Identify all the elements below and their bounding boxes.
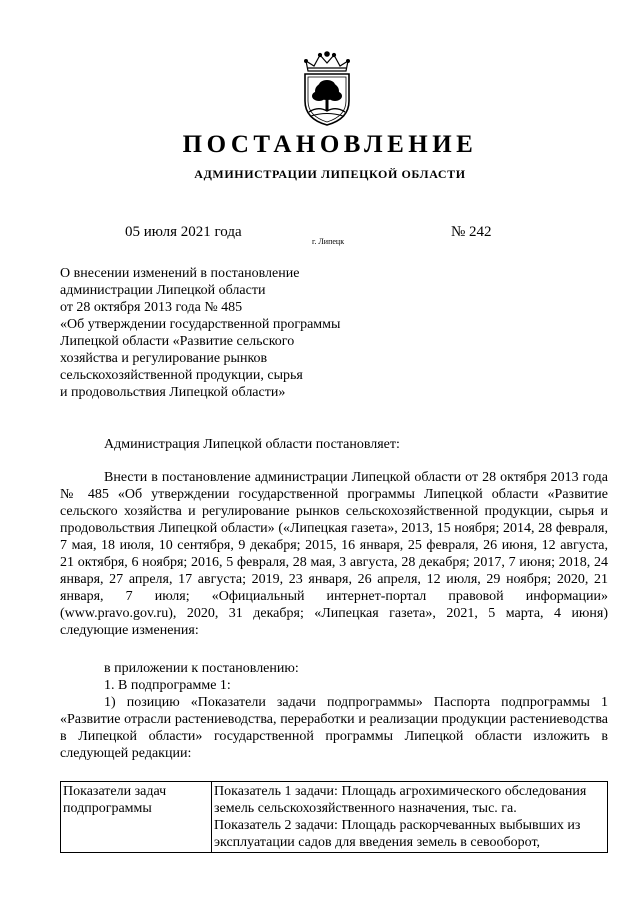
subject-line: администрации Липецкой области [60,283,266,298]
indicator-1: Показатель 1 задачи: Площадь агрохимического обследования земель сельскохозяйственного назначения, тыс. га. [214,784,587,816]
position-paragraph: 1) позицию «Показатели задачи подпрограммы» Паспорта подпрограммы 1 «Развитие отрасли растениеводства, переработки и реализации продукции растениеводства в Липецкой области» государственной программы Липецкой области изложить в следующей редакции: [60,695,608,761]
subject-line: «Об утверждении государственной программы [60,317,341,332]
subject-line: О внесении изменений в постановление [60,266,300,281]
document-subtitle: АДМИНИСТРАЦИИ ЛИПЕЦКОЙ ОБЛАСТИ [194,167,466,181]
appendix-line: в приложении к постановлению: [104,661,299,676]
indicator-2: Показатель 2 задачи: Площадь раскорчеванных выбывших из эксплуатации садов для введения земель в севооборот, [214,818,581,850]
document-subject [60,265,390,401]
document-title: ПОСТАНОВЛЕНИЕ [182,131,478,158]
table-value-cell [212,782,608,853]
document-number: № 242 [451,224,492,240]
intro-paragraph: Администрация Липецкой области постановляет: [104,437,400,452]
document-city: г. Липецк [312,237,345,246]
subject-line: и продовольствия Липецкой области» [60,385,286,400]
main-paragraph: Внести в постановление администрации Липецкой области от 28 октября 2013 года № 485 «Об утверждении государственной программы Липецкой области «Развитие сельского хозяйства и регулирование рынков сельскохозяйственной продукции, сырья и продовольствия Липецкой области» («Липецкая газета», 2013, 15 ноября; 2014, 28 февраля, 7 мая, 18 июля, 10 сентября, 9 декабря; 2015, 16 января, 25 февраля, 26 июня, 12 августа, 21 октября, 6 ноября; 2016, 5 февраля, 28 мая, 3 августа, 28 декабря; 2017, 7 июня; 2018, 24 января, 27 апреля, 17 августа; 2019, 23 января, 26 апреля, 12 июля, 29 ноября; 2020, 21 января, 7 июля; «Официальный интернет-портал правовой информации» (www.pravo.gov.ru), 2020, 31 декабря; «Липецкая газета», 2021, 5 марта, 4 июня) следующие изменения: [60,470,608,638]
subject-line: сельскохозяйственной продукции, сырья [60,368,303,383]
subject-line: хозяйства и регулирование рынков [60,351,268,366]
table-row [61,782,608,853]
table-label-cell: Показатели задач подпрограммы [61,782,212,853]
subprogram-line: 1. В подпрограмме 1: [104,678,231,693]
subject-line: от 28 октября 2013 года № 485 [60,300,243,315]
document-date: 05 июля 2021 года [125,224,242,240]
lipetsk-coat-of-arms-icon [296,49,358,127]
subject-line: Липецкой области «Развитие сельского [60,334,295,349]
indicators-table [60,781,608,853]
